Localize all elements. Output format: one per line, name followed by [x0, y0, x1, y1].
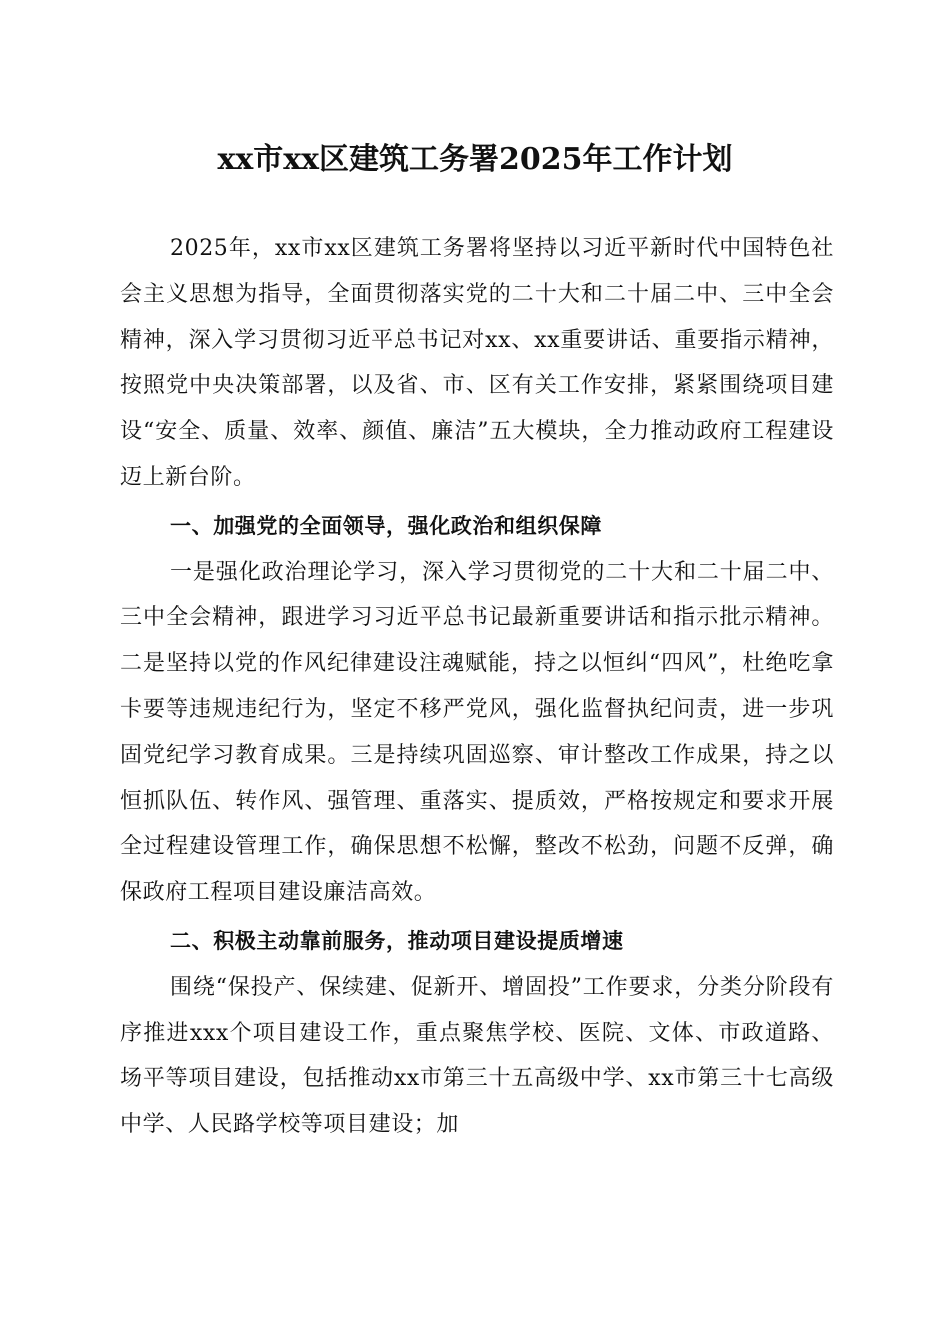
section-heading-1: 一、加强党的全面领导，强化政治和组织保障 — [170, 513, 602, 538]
section-heading-2: 二、积极主动靠前服务，推动项目建设提质增速 — [170, 928, 624, 953]
document-title: xx市xx区建筑工务署2025年工作计划 — [217, 142, 733, 177]
section-paragraph-2: 围绕“保投产、保续建、促新开、增固投”工作要求，分类分阶段有序推进xxx个项目建设工作，重点聚焦学校、医院、文体、市政道路、场平等项目建设，包括推动xx市第三十五高级中学、xx市第三十七高级中学、人民路学校等项目建设；加 — [120, 974, 834, 1138]
section-paragraph-1: 一是强化政治理论学习，深入学习贯彻党的二十大和二十届二中、三中全会精神，跟进学习习近平总书记最新重要讲话和指示批示精神。二是坚持以党的作风纪律建设注魂赋能，持之以恒纠“四风”，杜绝吃拿卡要等违规违纪行为，坚定不移严党风，强化监督执纪问责，进一步巩固党纪学习教育成果。三是持续巩固巡察、审计整改工作成果，持之以恒抓队伍、转作风、强管理、重落实、提质效，严格按规定和要求开展全过程建设管理工作，确保思想不松懈，整改不松劲，问题不反弹，确保政府工程项目建设廉洁高效。 — [120, 559, 834, 906]
intro-paragraph: 2025年，xx市xx区建筑工务署将坚持以习近平新时代中国特色社会主义思想为指导，全面贯彻落实党的二十大和二十届二中、三中全会精神，深入学习贯彻习近平总书记对xx、xx重要讲话、重要指示精神，按照党中央决策部署，以及省、市、区有关工作安排，紧紧围绕项目建设“安全、质量、效率、颜值、廉洁”五大模块，全力推动政府工程建设迈上新台阶。 — [120, 236, 834, 490]
document-body — [120, 226, 834, 1148]
